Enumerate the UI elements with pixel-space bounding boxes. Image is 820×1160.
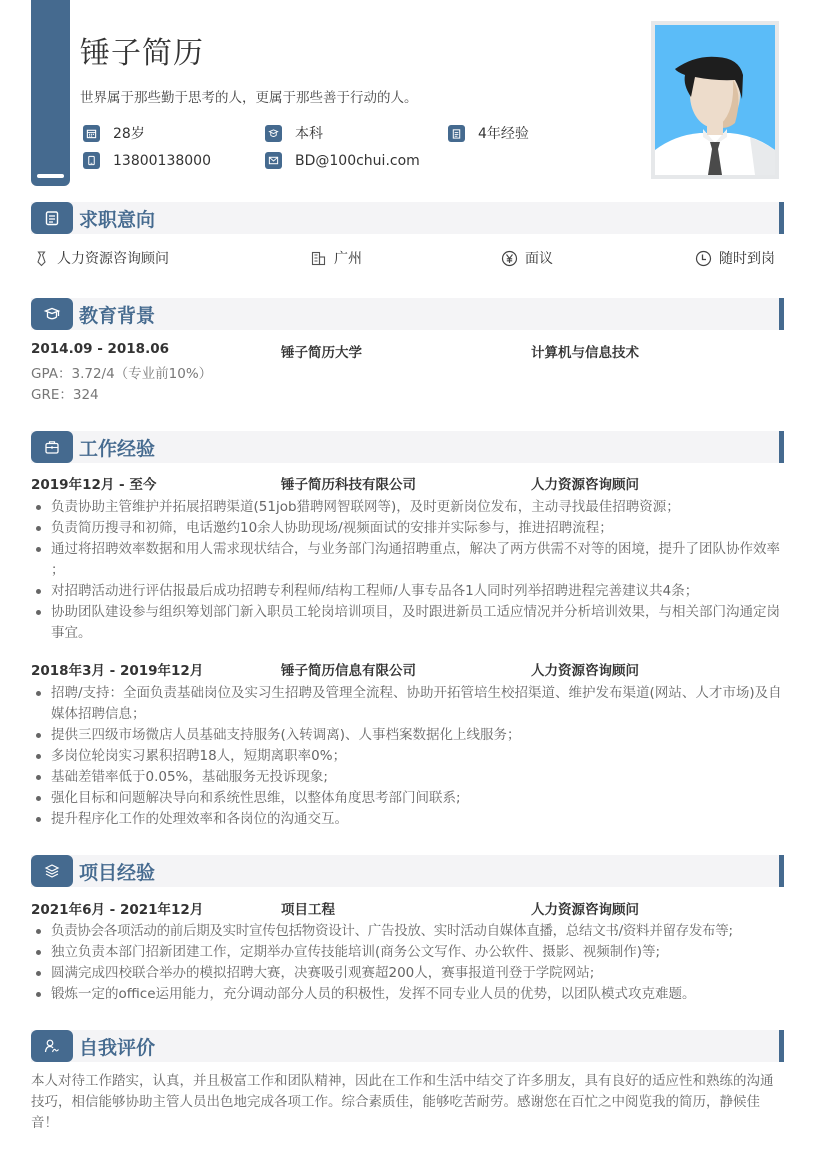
bullet-item: 圆满完成四校联合举办的模拟招聘大赛，决赛吸引观赛超200人，赛事报道刊登于学院网站; [31,963,786,984]
clipboard-icon [31,202,73,234]
position-value: 人力资源咨询顾问 [57,251,169,267]
bullet-item: 独立负责本部门招新团建工作，定期举办宣传技能培训(商务公文写作、办公软件、摄影、视频制作)等; [31,942,786,963]
job-period: 2019年12月 - 至今 [31,477,157,493]
education-major: 计算机与信息技术 [531,345,639,361]
job-period: 2018年3月 - 2019年12月 [31,663,204,679]
age-value: 28岁 [113,126,145,142]
clock-icon [695,250,712,267]
project-role: 人力资源咨询顾问 [531,902,639,918]
graduation-cap-icon [265,125,282,142]
bullet-item: 提供三四级市场微店人员基础支持服务(入转调离)、人事档案数据化上线服务； [31,725,786,746]
intent-city [310,248,362,268]
section-end-bar [779,1030,784,1062]
experience-value: 4年经验 [478,126,529,142]
profile-photo [651,21,779,179]
job-company: 锤子简历信息有限公司 [281,663,416,679]
intent-position [33,248,169,268]
mail-icon [265,152,282,169]
intent-salary [501,248,553,268]
salary-value: 面议 [525,251,553,267]
education-gpa: GPA：3.72/4（专业前10%） [31,366,213,382]
job-role: 人力资源咨询顾问 [531,663,639,679]
section-title: 工作经验 [79,438,156,460]
bullet-item: 通过将招聘效率数据和用人需求现状结合，与业务部门沟通招聘重点，解决了两方供需不对等的困境，提升了团队协作效率 ； [31,539,786,581]
project-bullets [31,921,786,1005]
section-header-project [31,855,784,887]
building-icon [310,250,327,267]
resume-name: 锤子简历 [80,36,204,71]
job-bullets [31,497,786,644]
clipboard-icon [448,125,465,142]
section-title: 求职意向 [79,209,156,231]
availability-value: 随时到岗 [719,251,775,267]
tie-icon [33,250,50,267]
section-header-self-eval [31,1030,784,1062]
section-title: 教育背景 [79,305,156,327]
bullet-item: 对招聘活动进行评估报最后成功招聘专利程师/结构工程师/人事专品各1人同时列举招聘进程完善建议共4条； [31,581,786,602]
section-header-intent [31,202,784,234]
email-value[interactable]: BD@100chui.com [295,152,420,169]
info-age [83,123,145,143]
bullet-item: 多岗位轮岗实习累积招聘18人，短期离职率0%； [31,746,786,767]
phone-value[interactable]: 13800138000 [113,152,211,169]
bullet-item: 强化目标和问题解决导向和系统性思维，以整体角度思考部门间联系; [31,788,786,809]
section-title: 自我评价 [79,1037,156,1059]
job-role: 人力资源咨询顾问 [531,477,639,493]
education-period: 2014.09 - 2018.06 [31,341,169,357]
accent-dash [37,174,64,178]
info-experience [448,123,529,143]
intent-availability [695,248,775,268]
project-name: 项目工程 [281,902,335,918]
intent-row [31,248,784,268]
city-value: 广州 [334,251,362,267]
education-school: 锤子简历大学 [281,345,362,361]
section-header-work [31,431,784,463]
project-period: 2021年6月 - 2021年12月 [31,902,204,918]
education-gre: GRE：324 [31,387,99,403]
header-accent-bar [31,0,70,186]
bullet-item: 负责协助主管维护并拓展招聘渠道(51job猎聘网智联网等)，及时更新岗位发布，主动寻找最佳招聘资源； [31,497,786,518]
bullet-item: 提升程序化工作的处理效率和各岗位的沟通交互。 [31,809,786,830]
section-end-bar [779,431,784,463]
job-company: 锤子简历科技有限公司 [281,477,416,493]
bullet-item: 锻炼一定的office运用能力，充分调动部分人员的积极性，发挥不同专业人员的优势，以团队模式攻克难题。 [31,984,786,1005]
user-signature-icon [31,1030,73,1062]
bullet-item: 基础差错率低于0.05%，基础服务无投诉现象; [31,767,786,788]
layers-icon [31,855,73,887]
self-evaluation-text: 本人对待工作踏实，认真，并且极富工作和团队精神，因此在工作和生活中结交了许多朋友，具有良好的适应性和熟练的沟通技巧，相信能够协助主管人员出色地完成各项工作。综合素质佳，能够吃苦耐劳。感谢您在百忙之中阅览我的简历，静候佳音！ [31,1073,774,1131]
section-end-bar [779,202,784,234]
section-header-education [31,298,784,330]
info-phone [83,152,211,169]
calendar-icon [83,125,100,142]
section-end-bar [779,298,784,330]
yen-icon [501,250,518,267]
briefcase-icon [31,431,73,463]
avatar-illustration [655,25,775,175]
bullet-item: 负责简历搜寻和初筛，电话邀约10余人协助现场/视频面试的安排并实际参与，推进招聘流程； [31,518,786,539]
bullet-item: 招聘/支持：全面负责基础岗位及实习生招聘及管理全流程、协助开拓管培生校招渠道、维护发布渠道(网站、人才市场)及自媒体招聘信息； [31,683,786,725]
job-bullets [31,683,786,830]
info-degree [265,123,323,143]
resume-motto: 世界属于那些勤于思考的人，更属于那些善于行动的人。 [80,90,418,106]
bullet-item: 协助团队建设参与组织筹划部门新入职员工轮岗培训项目，及时跟进新员工适应情况并分析培训效果，与相关部门沟通定岗事宜。 [31,602,786,644]
graduation-cap-icon [31,298,73,330]
phone-icon [83,152,100,169]
section-end-bar [779,855,784,887]
section-title: 项目经验 [79,862,156,884]
bullet-item: 负责协会各项活动的前后期及实时宣传包括物资设计、广告投放、实时活动自媒体直播，总结文书/资料并留存发布等; [31,921,786,942]
degree-value: 本科 [295,126,323,142]
info-email [265,152,420,169]
